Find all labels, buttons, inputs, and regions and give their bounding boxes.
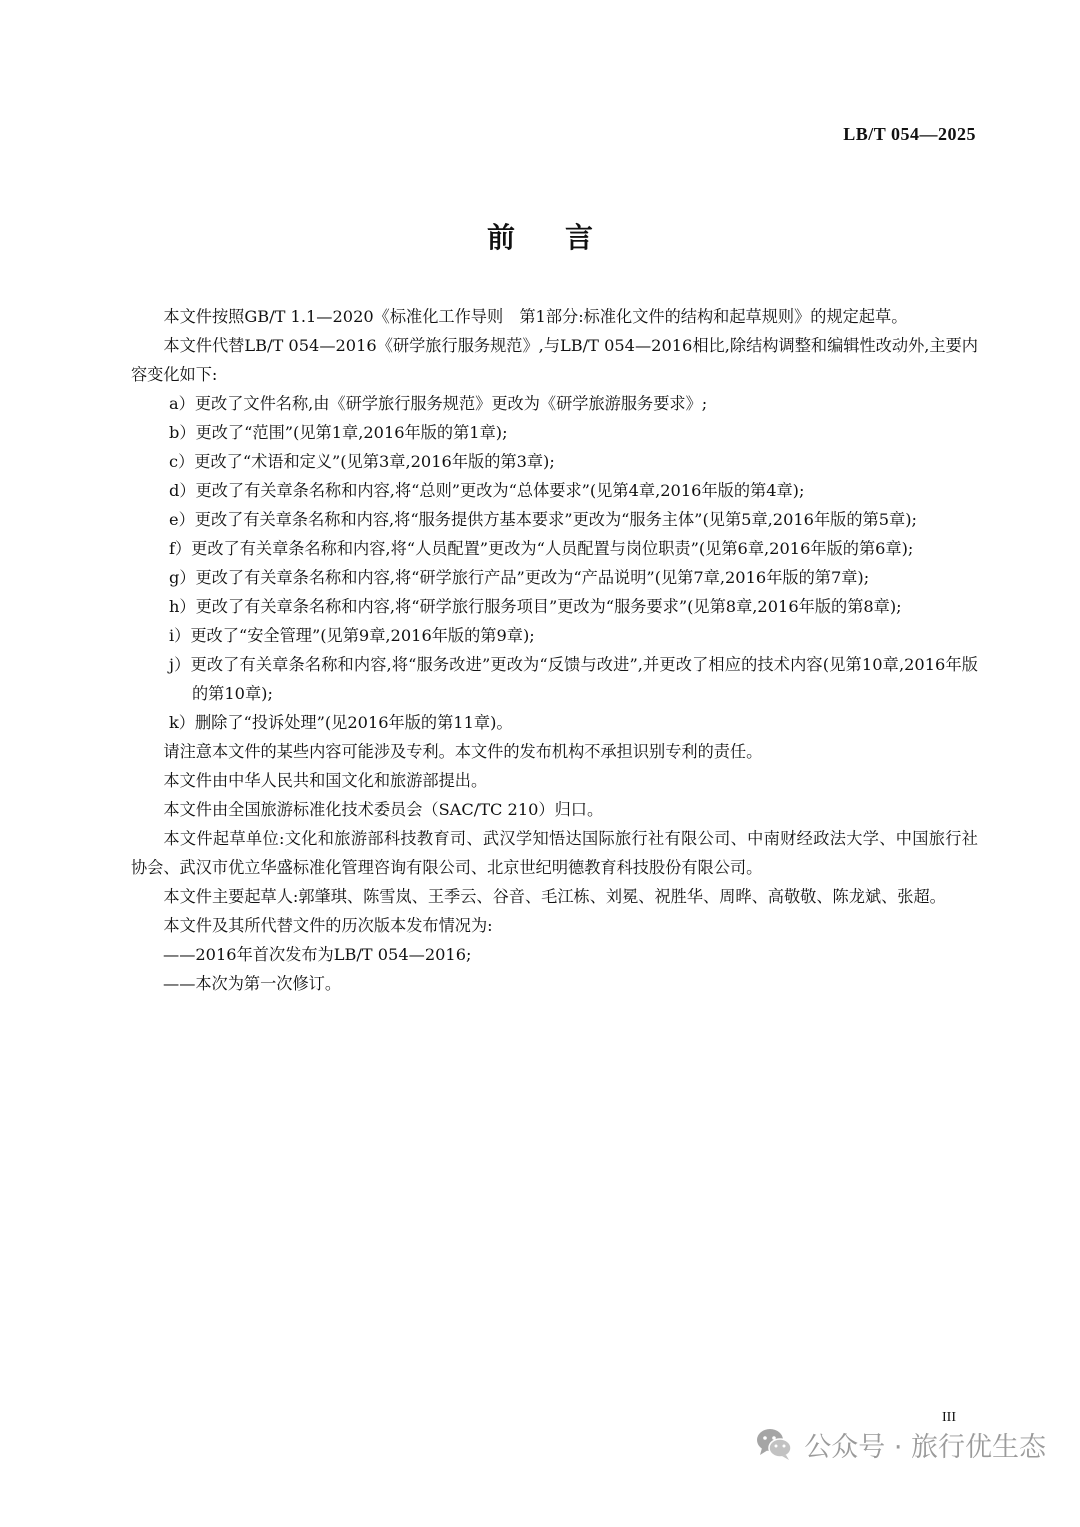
list-item: j）更改了有关章条名称和内容,将“服务改进”更改为“反馈与改进”,并更改了相应的技术内容(见第10章,2016年版的第10章);: [169, 655, 978, 703]
paragraph-replacement: 本文件代替LB/T 054—2016《研学旅行服务规范》,与LB/T 054—2016相比,除结构调整和编辑性改动外,主要内容变化如下:: [131, 336, 978, 384]
watermark-text: 公众号 · 旅行优生态: [804, 1431, 1046, 1463]
paragraph-drafters: 本文件主要起草人:郭肇琪、陈雪岚、王季云、谷音、毛江栋、刘冕、祝胜华、周晔、高敬敬、陈龙斌、张超。: [163, 887, 946, 906]
list-item: h）更改了有关章条名称和内容,将“研学旅行服务项目”更改为“服务要求”(见第8章,2016年版的第8章);: [169, 597, 902, 616]
list-item: f）更改了有关章条名称和内容,将“人员配置”更改为“人员配置与岗位职责”(见第6章,2016年版的第6章);: [169, 539, 914, 558]
paragraph-drafting-units: 本文件起草单位:文化和旅游部科技教育司、武汉学知悟达国际旅行社有限公司、中南财经政法大学、中国旅行社协会、武汉市优立华盛标准化管理咨询有限公司、北京世纪明德教育科技股份有限公司。: [131, 829, 978, 877]
list-item: ——本次为第一次修订。: [163, 974, 342, 993]
paragraph-version-history: 本文件及其所代替文件的历次版本发布情况为:: [163, 916, 493, 935]
list-item: k）删除了“投诉处理”(见2016年版的第11章)。: [169, 713, 513, 732]
paragraph-patent-notice: 请注意本文件的某些内容可能涉及专利。本文件的发布机构不承担识别专利的责任。: [163, 742, 763, 761]
list-item: e）更改了有关章条名称和内容,将“服务提供方基本要求”更改为“服务主体”(见第5章,2016年版的第5章);: [169, 510, 917, 529]
paragraph-drafting-rules: 本文件按照GB/T 1.1—2020《标准化工作导则 第1部分:标准化文件的结构和起草规则》的规定起草。: [163, 307, 908, 326]
list-item: i）更改了“安全管理”(见第9章,2016年版的第9章);: [169, 626, 535, 645]
document-body: [131, 302, 978, 998]
page-title: 前言: [486, 221, 643, 254]
list-item: ——2016年首次发布为LB/T 054—2016;: [163, 945, 472, 964]
list-item: g）更改了有关章条名称和内容,将“研学旅行产品”更改为“产品说明”(见第7章,2016年版的第7章);: [169, 568, 870, 587]
wechat-icon: [754, 1424, 794, 1464]
document-code: LB/T 054—2025: [843, 124, 976, 144]
paragraph-proposer: 本文件由中华人民共和国文化和旅游部提出。: [163, 771, 488, 790]
changes-list: [131, 389, 978, 737]
list-item: b）更改了“范围”(见第1章,2016年版的第1章);: [169, 423, 508, 442]
list-item: d）更改了有关章条名称和内容,将“总则”更改为“总体要求”(见第4章,2016年版的第4章);: [169, 481, 805, 500]
page-number: III: [942, 1410, 956, 1425]
history-list: [131, 940, 978, 998]
paragraph-committee: 本文件由全国旅游标准化技术委员会（SAC/TC 210）归口。: [163, 800, 604, 819]
list-item: a）更改了文件名称,由《研学旅行服务规范》更改为《研学旅游服务要求》;: [169, 394, 708, 413]
watermark: [754, 1424, 1046, 1464]
list-item: c）更改了“术语和定义”(见第3章,2016年版的第3章);: [169, 452, 555, 471]
